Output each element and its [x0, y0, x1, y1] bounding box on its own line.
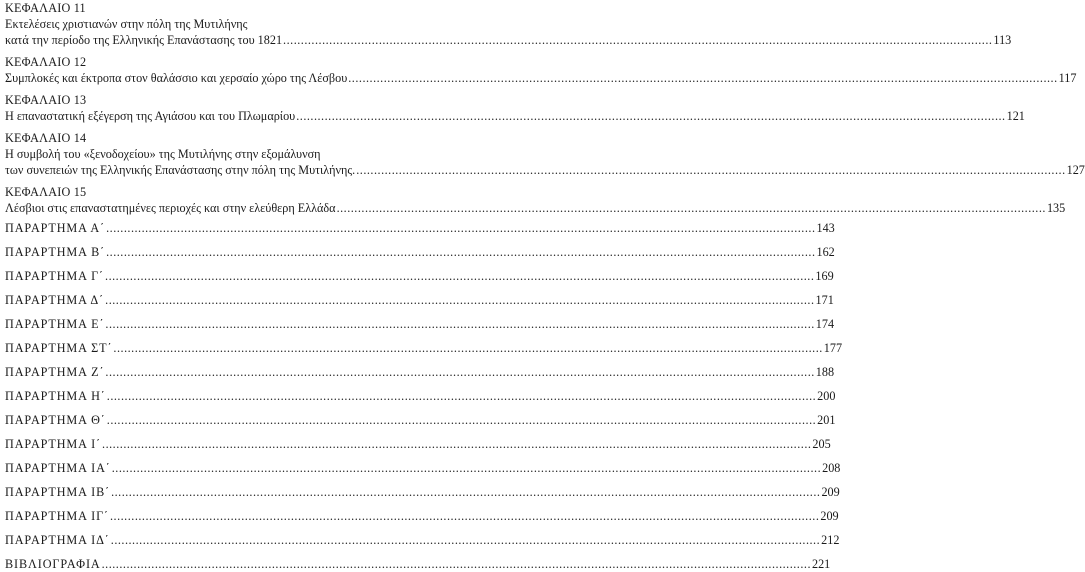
page-number: 143	[816, 221, 835, 235]
chapter-heading: ΚΕΦΑΛΑΙΟ 14	[5, 131, 87, 145]
dot-leader: ........................................................................................................................................................................................................	[105, 269, 815, 283]
appendix-title: ΠΑΡΑΡΤΗΜΑ ΙΒ΄	[5, 485, 111, 499]
page-number: 188	[815, 365, 835, 379]
appendix-title: ΠΑΡΑΡΤΗΜΑ Η΄	[5, 389, 106, 403]
page-number: 174	[815, 317, 835, 331]
appendix-list	[5, 220, 843, 572]
chapter-title-line-with-page	[5, 200, 1066, 216]
toc-entry-chapter-15	[5, 184, 1066, 216]
dot-leader: ........................................................................................................................................................................................................	[111, 485, 821, 499]
toc-entry-chapter-12	[5, 54, 1077, 86]
appendix-row	[5, 412, 836, 428]
appendix-title: ΠΑΡΑΡΤΗΜΑ ΙΔ΄	[5, 533, 110, 547]
chapter-title-text: Συμπλοκές και έκτροπα στον θαλάσσιο και χερσαίο χώρο της Λέσβου	[5, 71, 348, 85]
dot-leader: ........................................................................................................................................................................................................	[105, 365, 815, 379]
appendix-row	[5, 292, 834, 308]
table-of-contents	[5, 0, 1085, 572]
dot-leader: ........................................................................................................................................................................................................	[106, 413, 817, 427]
appendix-title: ΠΑΡΑΡΤΗΜΑ Γ΄	[5, 269, 105, 283]
appendix-row	[5, 388, 836, 404]
appendix-row	[5, 268, 834, 284]
dot-leader: ........................................................................................................................................................................................................	[113, 341, 823, 355]
dot-leader: ........................................................................................................................................................................................................	[336, 201, 1046, 215]
dot-leader: ........................................................................................................................................................................................................	[296, 109, 1006, 123]
dot-leader: ........................................................................................................................................................................................................	[105, 317, 815, 331]
dot-leader: ........................................................................................................................................................................................................	[283, 33, 993, 47]
appendix-title: ΠΑΡΑΡΤΗΜΑ ΙΑ΄	[5, 461, 111, 475]
appendix-row	[5, 532, 840, 548]
page-number: 177	[823, 341, 843, 355]
dot-leader: ........................................................................................................................................................................................................	[101, 557, 811, 571]
page-number: 127	[1066, 163, 1085, 177]
appendix-title: ΠΑΡΑΡΤΗΜΑ Δ΄	[5, 293, 105, 307]
toc-entry-chapter-13	[5, 92, 1025, 124]
chapter-title-line: Εκτελέσεις χριστιανών στην πόλη της Μυτιλήνης	[5, 17, 248, 31]
chapter-heading: ΚΕΦΑΛΑΙΟ 12	[5, 55, 87, 69]
appendix-row	[5, 316, 835, 332]
page-number: 221	[811, 557, 831, 571]
appendix-row	[5, 220, 835, 236]
appendix-title: ΠΑΡΑΡΤΗΜΑ Θ΄	[5, 413, 106, 427]
page-number: 113	[993, 33, 1012, 47]
dot-leader: ........................................................................................................................................................................................................	[106, 389, 817, 403]
page-number: 121	[1006, 109, 1025, 123]
page-number: 200	[817, 389, 836, 403]
chapter-title-line-with-page	[5, 32, 1012, 48]
appendix-row	[5, 484, 840, 500]
page-number: 209	[820, 509, 839, 523]
chapter-title-text: Η επαναστατική εξέγερση της Αγιάσου και του Πλωμαρίου	[5, 109, 296, 123]
chapter-title-line-with-page	[5, 162, 1085, 178]
dot-leader: ........................................................................................................................................................................................................	[106, 221, 816, 235]
chapter-title-text: των συνεπειών της Ελληνικής Επανάστασης στην πόλη της Μυτιλήνης.	[5, 163, 356, 177]
page-number: 205	[812, 437, 831, 451]
page-number: 135	[1046, 201, 1066, 215]
appendix-title: ΒΙΒΛΙΟΓΡΑΦΙΑ	[5, 557, 101, 571]
appendix-title: ΠΑΡΑΡΤΗΜΑ Β΄	[5, 245, 106, 259]
dot-leader: ........................................................................................................................................................................................................	[356, 163, 1066, 177]
chapter-title-line: Η συμβολή του «ξενοδοχείου» της Μυτιλήνης στην εξομάλυνση	[5, 147, 321, 161]
dot-leader: ........................................................................................................................................................................................................	[110, 533, 821, 547]
page-number: 162	[816, 245, 835, 259]
appendix-row	[5, 340, 843, 356]
page-number: 201	[817, 413, 836, 427]
page-number: 169	[815, 269, 834, 283]
dot-leader: ........................................................................................................................................................................................................	[106, 245, 816, 259]
appendix-row	[5, 460, 841, 476]
dot-leader: ........................................................................................................................................................................................................	[102, 437, 812, 451]
page-number: 171	[815, 293, 834, 307]
chapter-heading: ΚΕΦΑΛΑΙΟ 13	[5, 93, 87, 107]
dot-leader: ........................................................................................................................................................................................................	[111, 461, 822, 475]
chapter-heading: ΚΕΦΑΛΑΙΟ 15	[5, 185, 87, 199]
appendix-title: ΠΑΡΑΡΤΗΜΑ Ι΄	[5, 437, 102, 451]
appendix-row	[5, 436, 831, 452]
chapter-title-line-with-page	[5, 70, 1077, 86]
chapter-title-line-with-page	[5, 108, 1025, 124]
dot-leader: ........................................................................................................................................................................................................	[348, 71, 1058, 85]
chapter-title-text: Λέσβιοι στις επαναστατημένες περιοχές και στην ελεύθερη Ελλάδα	[5, 201, 336, 215]
appendix-row	[5, 244, 835, 260]
appendix-title: ΠΑΡΑΡΤΗΜΑ Α΄	[5, 221, 106, 235]
appendix-title: ΠΑΡΑΡΤΗΜΑ Ε΄	[5, 317, 105, 331]
toc-entry-chapter-14	[5, 130, 1085, 178]
chapter-heading: ΚΕΦΑΛΑΙΟ 11	[5, 1, 86, 15]
appendix-title: ΠΑΡΑΡΤΗΜΑ ΣΤ΄	[5, 341, 113, 355]
dot-leader: ........................................................................................................................................................................................................	[105, 293, 815, 307]
appendix-title: ΠΑΡΑΡΤΗΜΑ ΙΓ΄	[5, 509, 109, 523]
toc-entry-chapter-11	[5, 0, 1012, 48]
page-number: 212	[821, 533, 840, 547]
page-number: 208	[822, 461, 841, 475]
appendix-row	[5, 364, 835, 380]
page-number: 117	[1058, 71, 1077, 85]
chapter-title-text: κατά την περίοδο της Ελληνικής Επανάστασης του 1821	[5, 33, 283, 47]
appendix-title: ΠΑΡΑΡΤΗΜΑ Ζ΄	[5, 365, 105, 379]
page-number: 209	[821, 485, 840, 499]
appendix-row	[5, 556, 831, 572]
dot-leader: ........................................................................................................................................................................................................	[109, 509, 820, 523]
appendix-row	[5, 508, 839, 524]
